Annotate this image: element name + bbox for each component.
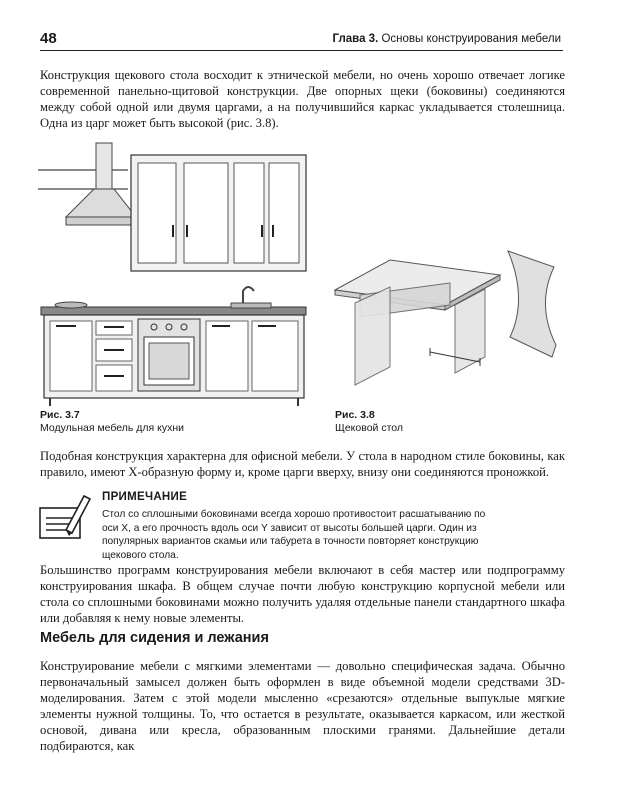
figure-caption-text: Щековой стол	[335, 422, 403, 434]
section-heading: Мебель для сидения и лежания	[40, 630, 269, 646]
running-header	[333, 33, 561, 45]
figure-caption-3-8	[335, 409, 403, 435]
chapter-title: Основы конструирования мебели	[381, 33, 561, 45]
figure-cheek-table	[330, 245, 570, 395]
paragraph-office: Подобная конструкция характерна для офисной мебели. У стола в народном стиле боковины, как правило, имеют Х-образную форму и, кроме царги вверху, внизу они соединяются проножкой.	[40, 449, 565, 479]
figure-kitchen-modules	[36, 135, 311, 410]
note-pencil-icon	[36, 490, 92, 542]
figure-label: Рис. 3.8	[335, 409, 375, 421]
figure-caption-text: Модульная мебель для кухни	[40, 422, 185, 434]
note-text: Стол со сплошными боковинами всегда хорошо противостоит расшатыванию по оси X, а его прочность вдоль оси Y зависит от высоты большей царги. Один из популярных вариантов скамьи или табурета в точности повторяет конструкцию щекового стола.	[102, 509, 486, 561]
figure-label: Рис. 3.7	[40, 409, 80, 421]
paragraph-cabinet-wizard: Большинство программ конструирования мебели включают в себя мастер или подпрограмму конструирования шкафа. В общем случае почти любую конструкцию корпусной мебели или стола со сплошными боковинами можно получить удаляя отдельные панели стандартного шкафа или добавляя к нему новые элементы.	[40, 563, 565, 625]
figure-caption-3-7	[40, 409, 184, 435]
note-title: ПРИМЕЧАНИЕ	[102, 491, 188, 503]
chapter-label: Глава 3.	[332, 33, 379, 45]
paragraph-intro: Конструкция щекового стола восходит к этнической мебели, но очень хорошо отвечает логике современной панельно-щитовой конструкции. Две опорных щеки (боковины) соединяются между собой одной или двумя царгами, а на получившийся каркас укладывается столешница. Одна из царг может быть высокой (рис. 3.8).	[40, 68, 565, 130]
page-number: 48	[40, 30, 57, 47]
header-rule	[40, 50, 563, 51]
paragraph-soft-furniture: Конструирование мебели с мягкими элементами — довольно специфическая задача. Обычно первоначальный замысел должен быть оформлен в виде объемной модели средствами 3D-моделирования. Затем с этой модели мысленно «срезаются» отдельные выпуклые мягкие элементы нужной толщины. То, что остается в результате, оказывается каркасом, или жесткой основой, дивана или кресла, образованным плоскими гранями. Дальнейшие детали подбираются, как	[40, 659, 565, 753]
